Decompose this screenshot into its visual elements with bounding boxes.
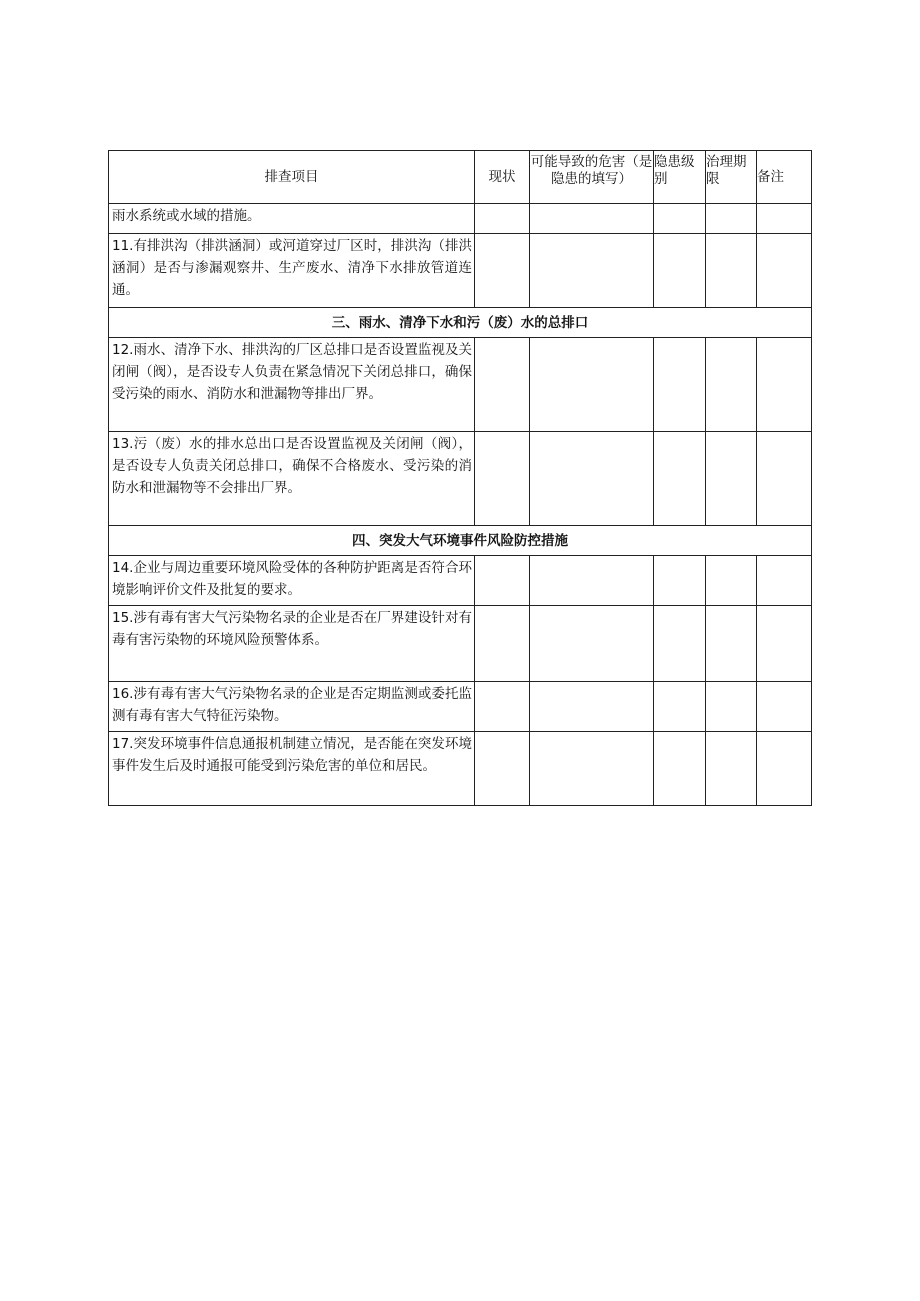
status-cell[interactable] bbox=[475, 732, 530, 806]
header-row bbox=[109, 151, 812, 204]
level-cell[interactable] bbox=[654, 682, 706, 732]
table-row bbox=[109, 432, 812, 526]
header-status: 现状 bbox=[475, 151, 530, 204]
period-cell[interactable] bbox=[706, 732, 757, 806]
level-cell[interactable] bbox=[654, 606, 706, 682]
period-cell[interactable] bbox=[706, 682, 757, 732]
table-row bbox=[109, 556, 812, 606]
item-text: 14.企业与周边重要环境风险受体的各种防护距离是否符合环境影响评价文件及批复的要求。 bbox=[109, 556, 475, 606]
header-level bbox=[654, 151, 706, 204]
level-cell[interactable] bbox=[654, 432, 706, 526]
harm-cell[interactable] bbox=[530, 606, 654, 682]
level-cell[interactable] bbox=[654, 234, 706, 308]
harm-cell[interactable] bbox=[530, 338, 654, 432]
level-cell[interactable] bbox=[654, 556, 706, 606]
item-text: 17.突发环境事件信息通报机制建立情况，是否能在突发环境事件发生后及时通报可能受到污染危害的单位和居民。 bbox=[109, 732, 475, 806]
status-cell[interactable] bbox=[475, 432, 530, 526]
note-cell[interactable] bbox=[757, 732, 812, 806]
period-cell[interactable] bbox=[706, 556, 757, 606]
header-period bbox=[706, 151, 757, 204]
period-cell[interactable] bbox=[706, 606, 757, 682]
section-title: 四、突发大气环境事件风险防控措施 bbox=[109, 526, 812, 556]
status-cell[interactable] bbox=[475, 234, 530, 308]
level-cell[interactable] bbox=[654, 204, 706, 234]
item-text: 雨水系统或水域的措施。 bbox=[109, 204, 475, 234]
note-cell[interactable] bbox=[757, 556, 812, 606]
item-text: 15.涉有毒有害大气污染物名录的企业是否在厂界建设针对有毒有害污染物的环境风险预警体系。 bbox=[109, 606, 475, 682]
note-cell[interactable] bbox=[757, 338, 812, 432]
status-cell[interactable] bbox=[475, 338, 530, 432]
harm-cell[interactable] bbox=[530, 732, 654, 806]
period-cell[interactable] bbox=[706, 234, 757, 308]
harm-cell[interactable] bbox=[530, 204, 654, 234]
section-title: 三、雨水、清净下水和污（废）水的总排口 bbox=[109, 308, 812, 338]
level-cell[interactable] bbox=[654, 338, 706, 432]
status-cell[interactable] bbox=[475, 606, 530, 682]
item-text: 13.污（废）水的排水总出口是否设置监视及关闭闸（阀），是否设专人负责关闭总排口，确保不合格废水、受污染的消防水和泄漏物等不会排出厂界。 bbox=[109, 432, 475, 526]
header-period-text: 治理期限 bbox=[706, 153, 747, 187]
note-cell[interactable] bbox=[757, 606, 812, 682]
table-row bbox=[109, 606, 812, 682]
header-harm bbox=[530, 151, 654, 204]
header-harm-text: 可能导致的危害（是隐患的填写） bbox=[530, 153, 653, 187]
item-text: 11.有排洪沟（排洪涵洞）或河道穿过厂区时，排洪沟（排洪涵洞）是否与渗漏观察井、生产废水、清净下水排放管道连通。 bbox=[109, 234, 475, 308]
header-level-text: 隐患级别 bbox=[654, 153, 695, 187]
item-text: 16.涉有毒有害大气污染物名录的企业是否定期监测或委托监测有毒有害大气特征污染物。 bbox=[109, 682, 475, 732]
item-text: 12.雨水、清净下水、排洪沟的厂区总排口是否设置监视及关闭闸（阀），是否设专人负责在紧急情况下关闭总排口，确保受污染的雨水、消防水和泄漏物等排出厂界。 bbox=[109, 338, 475, 432]
harm-cell[interactable] bbox=[530, 682, 654, 732]
note-cell[interactable] bbox=[757, 234, 812, 308]
period-cell[interactable] bbox=[706, 338, 757, 432]
hazard-check-table bbox=[108, 150, 812, 806]
header-note: 备注 bbox=[757, 151, 812, 204]
header-item: 排查项目 bbox=[109, 151, 475, 204]
table-row bbox=[109, 338, 812, 432]
status-cell[interactable] bbox=[475, 682, 530, 732]
table-row bbox=[109, 682, 812, 732]
table-row bbox=[109, 204, 812, 234]
note-cell[interactable] bbox=[757, 204, 812, 234]
note-cell[interactable] bbox=[757, 432, 812, 526]
harm-cell[interactable] bbox=[530, 234, 654, 308]
level-cell[interactable] bbox=[654, 732, 706, 806]
section-row bbox=[109, 526, 812, 556]
note-cell[interactable] bbox=[757, 682, 812, 732]
harm-cell[interactable] bbox=[530, 556, 654, 606]
status-cell[interactable] bbox=[475, 204, 530, 234]
table-row bbox=[109, 234, 812, 308]
status-cell[interactable] bbox=[475, 556, 530, 606]
period-cell[interactable] bbox=[706, 432, 757, 526]
table-row bbox=[109, 732, 812, 806]
section-row bbox=[109, 308, 812, 338]
harm-cell[interactable] bbox=[530, 432, 654, 526]
period-cell[interactable] bbox=[706, 204, 757, 234]
